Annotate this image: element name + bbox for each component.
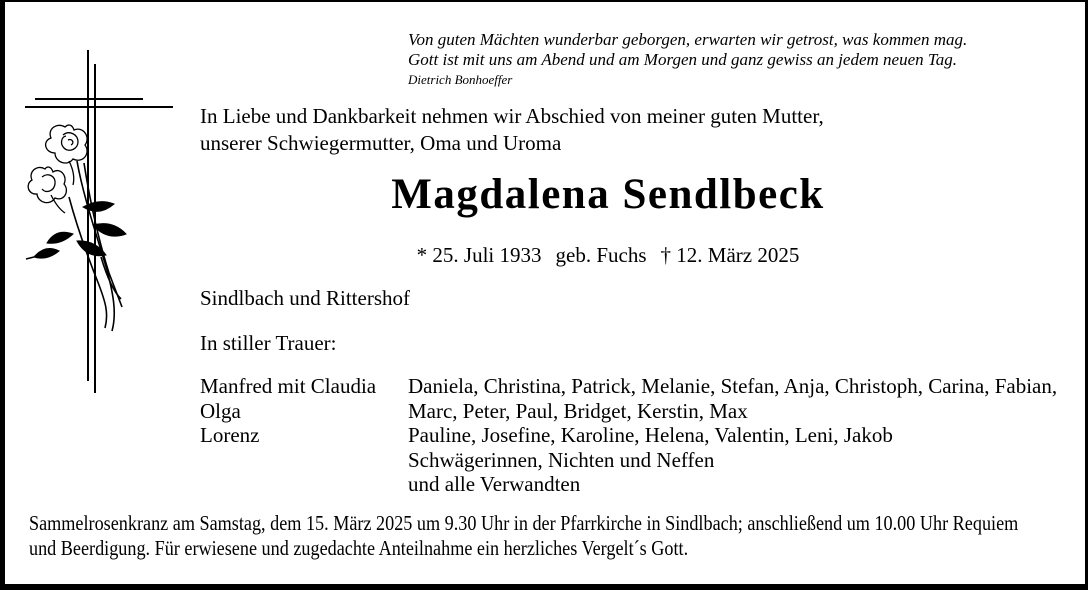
- mourner-row: Manfred mit Claudia: [200, 374, 377, 398]
- cross-roses-icon: [25, 45, 180, 395]
- intro-line-2: unserer Schwiegermutter, Oma und Uroma: [200, 131, 562, 155]
- mourner-row: Daniela, Christina, Patrick, Melanie, Stefan, Anja, Christoph, Carina, Fabian,: [408, 374, 1058, 398]
- funeral-line-1: Sammelrosenkranz am Samstag, dem 15. März 2025 um 9.30 Uhr in der Pfarrkirche in Sindlbach; anschließend um 10.00 Uhr Requiem: [29, 511, 1019, 535]
- mourner-row: Schwägerinnen, Nichten und Neffen: [408, 447, 715, 472]
- deceased-name: Magdalena Sendlbeck: [391, 171, 825, 218]
- mourners-column-left: [200, 374, 400, 448]
- scan-edge-left: [0, 0, 5, 590]
- intro-text: [200, 103, 824, 157]
- mourner-row: Marc, Peter, Paul, Bridget, Kerstin, Max: [408, 398, 748, 423]
- mourning-header: In stiller Trauer:: [200, 331, 337, 355]
- birth-date: * 25. Juli 1933: [416, 243, 542, 267]
- mourner-row: und alle Verwandten: [408, 472, 581, 496]
- epigraph-quote: [408, 30, 967, 87]
- funeral-line-2: und Beerdigung. Für erwiesene und zugedachte Anteilnahme ein herzliches Vergelt´s Gott.: [29, 536, 689, 560]
- scan-edge-top: [0, 0, 1088, 2]
- residence-places: Sindlbach und Rittershof: [200, 286, 410, 310]
- mourner-row: Pauline, Josefine, Karoline, Helena, Valentin, Leni, Jakob: [408, 423, 893, 447]
- quote-line-2: Gott ist mit uns am Abend und am Morgen und ganz gewiss an jedem neuen Tag.: [408, 50, 958, 69]
- death-date: † 12. März 2025: [660, 243, 800, 267]
- life-dates: [200, 242, 1016, 268]
- mourners-column-right: [408, 374, 1088, 497]
- intro-line-1: In Liebe und Dankbarkeit nehmen wir Abschied von meiner guten Mutter,: [200, 104, 824, 128]
- mourner-row: Lorenz: [200, 423, 260, 447]
- cross-roses-illustration: [25, 45, 180, 395]
- mourner-row: Olga: [200, 398, 241, 423]
- maiden-name: geb. Fuchs: [555, 243, 647, 267]
- scan-edge-bottom: [0, 584, 1088, 590]
- quote-line-1: Von guten Mächten wunderbar geborgen, erwarten wir getrost, was kommen mag.: [408, 30, 968, 49]
- funeral-details: [29, 511, 1063, 561]
- quote-attribution: Dietrich Bonhoeffer: [408, 72, 513, 87]
